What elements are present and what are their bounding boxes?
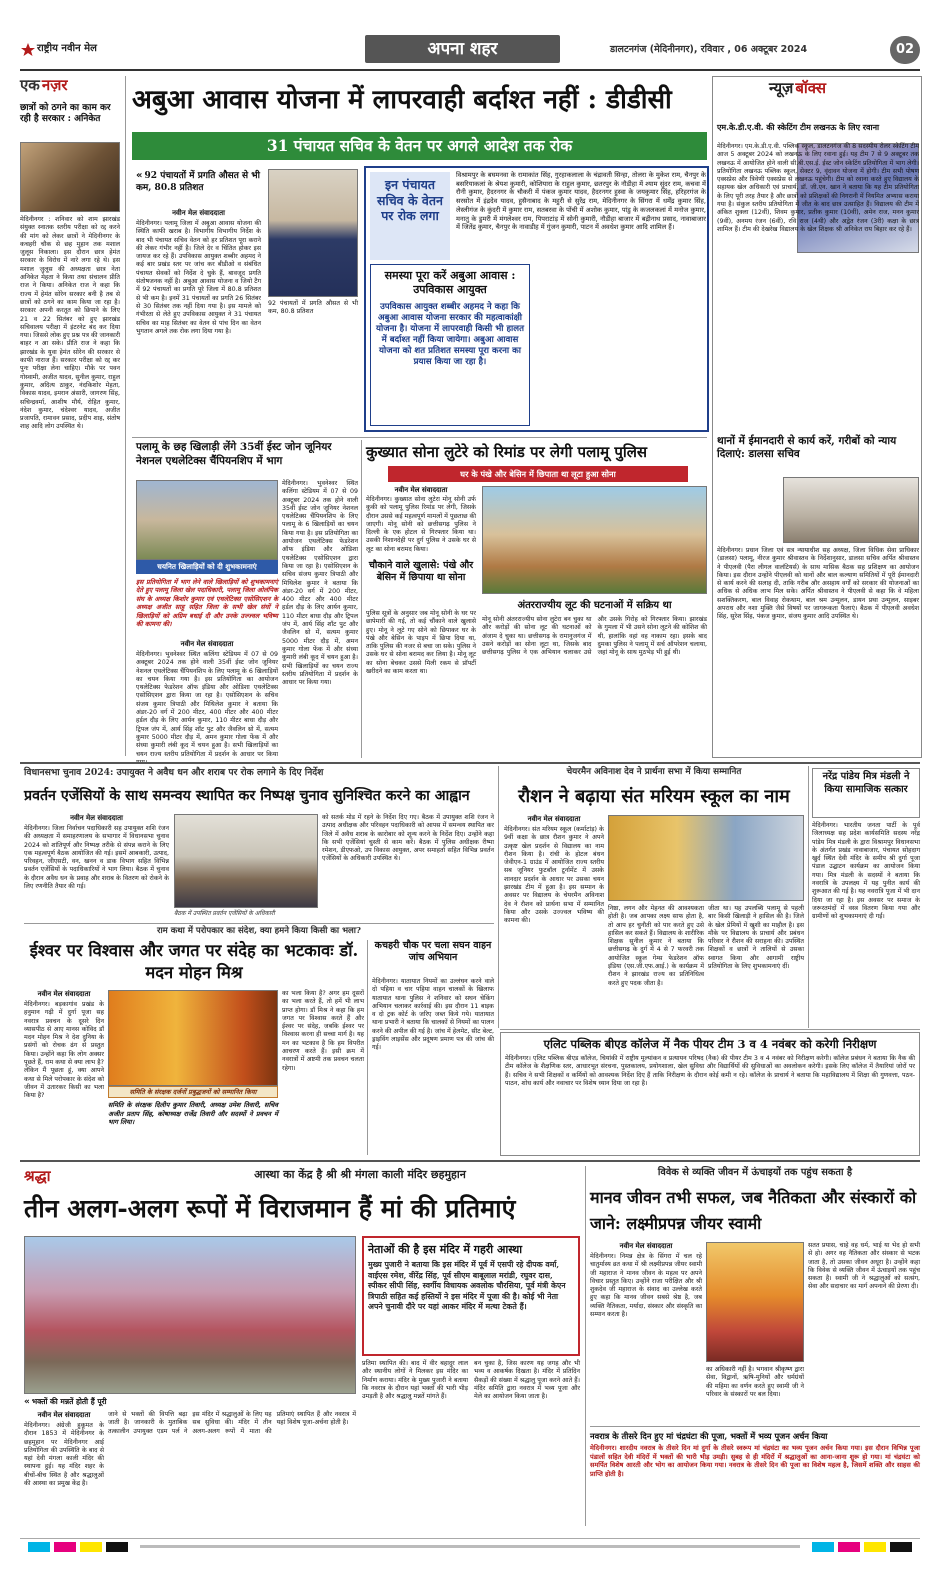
vahan-body: मेदिनीनगर। यातायात नियमों का उल्लंघन करने वाले दो पहिया व चार पहिया वाहन चालकों के खिलाफ यातायात थाना पुलिस ने शनिवार को सघन चेकिंग अभियान चलाकर कार्रवाई की। इस दौरान 11 बाइक व दो ट्रक कोर्ट के जरिए जब्त किये गये। यातायात थाना प्रभारी ने बताया कि चालकों से नियमों का पालन करने की अपील की गई है। जांच में हेलमेट, सीट बेल्ट, ड्राइविंग लाइसेंस और प्रदूषण प्रमाण पत्र की जांच की गई।	[372, 978, 494, 1052]
news-box-label-news: न्यूज़	[769, 79, 794, 97]
paper-name: राष्ट्रीय नवीन मेल	[37, 43, 97, 54]
kukhyat-tagline: घर के पंखे और बेसिन में छिपाता था लूटा हुआ सोना	[460, 469, 616, 479]
news-box-body: मेदिनीनगर। एम.के.डी.ए.वी. पब्लिक स्कूल, डालटनगंज की 8 सदस्यीय रोलर स्केटिंग टीम आज 5 अक्टूबर 2024 को लखनऊ के लिए रवाना हुई। यह टीम 7 से 9 अक्टूबर तक लखनऊ में आयोजित होने वाली सी.बी.एस.ई. ईस्ट जोन स्केटिंग प्रतियोगिता में भाग लेगी। प्रतियोगिता लखनऊ पब्लिक स्कूल, सेक्टर 9, वृंदावन योजना में होगी। टीम सभी पोषण एक्सप्रेस और त्रिवेणी एक्सप्रेस से लखनऊ पहुंचेगी। टीम को रवाना करते हुए विद्यालय के सहायक खेल अधिकारी एवं प्राचार्य, डॉ. जी.एन. खान ने बताया कि यह टीम प्रतियोगिता के लिए पूरी तरह तैयार है और छात्रों को प्रशिक्षकों की निगरानी में नियमित अभ्यास कराया गया है। संकुल स्तरीय प्रतियोगिता में जीत के बाद छात्र उत्साहित हैं। विद्यालय की टीम में अंकित शुक्ला (12वीं), शिवम कुमार, प्रतीक कुमार (10वीं), अमेन राज, मनन कुमार (9वीं), अनमय रंजन (6वीं), रवि राज (4थी) और अद्वेत रंजन (3री) कक्षा के छात्र शामिल हैं। टीम की देखरेख विद्यालय के खेल शिक्षक श्री अनिकेत राय बिहार कर रहे हैं।	[717, 143, 919, 233]
news-box-second-headline: थानों में ईमानदारी से कार्य करें, गरीबों को न्याय दिलाएं: डालसा सचिव	[717, 435, 897, 461]
paper-logo	[20, 39, 135, 61]
election-headline: प्रवर्तन एजेंसियों के साथ समन्वय स्थापित कर निष्पक्ष चुनाव सुनिश्चित करने का आह्वान	[24, 788, 470, 804]
naac-headline: एलिट पब्लिक बीएड कॉलेज में नैक पीयर टीम 3 व 4 नवंबर को करेगी निरीक्षण	[543, 1037, 877, 1051]
ishwar-photo-caption: समिति के संरक्षक दर्जनों प्रबुद्धजनों को सम्मानित किया	[129, 1088, 257, 1096]
lead-box-list: विश्रामपुर के बघमनवा के रामाकांत सिंह, गुरहाकलाला के चंद्रावती सिन्हा, तोलरा के मुकेश राम, चैनपुर के बसरियाकलां के श्रेयश कुमारी, कोशियारा के राहुल कुमार, छतरपुर के नौडीहा में श्याम सुंदर राम, कचवा में रौनी कुमार, हैदरनगर के चौकरी में पंकज कुमार यादव, हैदरनगर हुस्वा के जयकुमार सिंह, हरिहरगंज के सरसोत में इंद्रदेव यादव, हुसैनाबाद के महुरी से सुरेंद्र राम, मेदिनीनगर के सिंगरा में धर्मेंद्र कुमार सिंह, लेस्लीगंज के कुंदरी में कुमार राम, सतबरवा के पोंची में अशोक कुमार, पांडु के कजलकलां में मनोज कुमार, मनातु के डुमरी में मंगलेश्वर राम, पिपराटांड़ में सोनी कुमारी, नौडीहा बाजार में बद्रीनाथ प्रसाद, नावाबाजार में जितेंद्र कुमार, चैनपुर के नावाडीह में गुंजन कुमारी, पाटन में अवधेश कुमार आदि शामिल हैं।	[456, 171, 706, 232]
athletics-body-col2-text: मेदिनीनगर। भुवनेश्वर स्थित कलिंगा स्टेडियम में 07 से 09 अक्टूबर 2024 तक होने वाली 35वीं ईस्ट जोन जूनियर नेशनल एथलेटिक्स चैंपियनशिप के लिए पलामू के 6 खिलाड़ियों का चयन किया गया है। इस प्रतियोगिता का आयोजन एथलेटिक्स फेडरेशन ऑफ इंडिया और ओडिशा एथलेटिक्स एसोसिएशन द्वारा किया जा रहा है। एसोसिएशन के सचिव संजय कुमार त्रिपाठी और मिथिलेश कुमार ने बताया कि अंडर-20 वर्ग में 200 मीटर, 400 मीटर और 400 मीटर हर्डल दौड़ के लिए आर्यन कुमार, 110 मीटर बाधा दौड़ और ट्रिपल जंप में, आर्य सिंह शॉट पुट और जैवलिन थ्रो में, सत्यम कुमार 5000 मीटर दौड़ में, अमन कुमार गोला फेंक में और संध्या कुमारी लंबी कूद में चयन हुआ है। सभी खिलाड़ियों का चयन राज्य स्तरीय प्रतियोगिता में प्रदर्शन के आधार पर किया गया।	[282, 480, 358, 687]
shraddha-kicker: आस्था का केंद्र है श्री श्री मंगला काली मंदिर छहमुहान	[254, 1168, 466, 1181]
athletics-wish: इस प्रतियोगिता में भाग लेने वाले खिलाड़ियों को शुभकामनाएं देते हुए पलामू जिला खेल पदाधिकारी, पलामू जिला ओलंपिक संघ के अध्यक्ष किशोर कुमार एवं एथलेटिक्स एसोसिएशन के अध्यक्ष अजीत साहू सहित जिला के सभी खेल संघों ने खिलाड़ियों को अग्रिम बधाई दी और उनके उज्ज्वल भविष्य की कामना की।	[136, 578, 278, 629]
lead-body-continued	[268, 300, 358, 428]
page-number-badge	[890, 36, 920, 64]
vivek-headline: मानव जीवन तभी सफल, जब नैतिकता और संस्कारों को जाने: लक्ष्मीप्रपन्न जीयर स्वामी	[590, 1188, 917, 1233]
lead-subheadline: 31 पंचायत सचिव के वेतन पर अगले आदेश तक रोक	[266, 136, 573, 155]
vivek-body: मेदिनीनगर। निमन्न क्षेत्र के सिंगरा में चल रहे चातुर्मास्य व्रत कथा में श्री लक्ष्मीप्रपन्न जीयर स्वामी जी महाराज ने मानव जीवन के महत्व पर अपने विचार प्रस्तुत किए। उन्होंने राजा परीक्षित और श्री शुकदेव जी महाराज के संवाद का उल्लेख करते हुए कहा कि मानव जीवन सबसे श्रेष्ठ है, जब व्यक्ति नैतिकता, मर्यादा, संस्कार और संस्कृति का सम्मान करता है।	[590, 1253, 702, 1319]
row-rule-4	[500, 1029, 920, 1030]
ishwar-headline: ईश्वर पर विश्वास और जगत पर संदेह का भटकावः डॉ. मदन मोहन मिश्र	[29, 941, 359, 982]
col-rule-2	[361, 440, 362, 758]
kukhyat-tagline-bar	[388, 466, 688, 482]
athletics-photo-caption: चयनित खिलाड़ियों को दी शुभकामनाएं	[157, 562, 257, 571]
col-rule-5	[808, 766, 809, 1028]
color-swatch-yellow	[80, 1542, 102, 1552]
lead-subheadline-bar	[132, 132, 707, 160]
raushan-headline: रौशन ने बढ़ाया संत मरियम स्कूल का नाम	[518, 786, 790, 807]
lead-photo-ddc	[268, 169, 358, 297]
masthead-rule	[20, 69, 920, 71]
color-swatch-cyan-right	[812, 1542, 834, 1552]
kukhyat-bottom-body: मोनू सोनी अंतरराज्यीय सोना लुटेरा बन चुका था और करोड़ों की सोना लूट की घटनाओं को अंजाम दे चुका था। छत्तीसगढ़ के रामानुजगंज में उसने करोड़ों का सोना लूटा था, जिसके बाद छत्तीसगढ़ पुलिस ने एक अभियान चलाकर उसे और उसके गिरोह को गिरफ्तार किया। झारखंड के गुमला में भी उसने सोना लूटने की कोशिश की थी, हालांकि वहां वह नाकाम रहा। इसके बाद दुमका पुलिस ने पलामू में सर्च ऑपरेशन चलाया, जहां मोनू के साथ मुठभेड़ भी हुई थी।	[482, 616, 707, 657]
lead-body: मेदिनीनगर। पलामू जिला में अबुआ आवास योजना की स्थिति काफी खराब है। विभागीय विभागीय निर्देश के बाद भी पंचायत सचिव वेतन को हर प्रतिशत पूरा कराने की लेकर गंभीर नहीं है। जिले देर व चिंतित होकर इस जायज कर रहे हैं। उपविकास आयुक्त शब्बीर अहमद ने कई बार प्रखंड स्तर पर जांच कर बीडीओ व संबंधित पंचायत सेवकों को निर्देश दे चुके हैं, बावजूद प्रगति संतोषजनक नहीं है। अबुआ आवास योजना व जियो टैग में 92 पंचायतों का प्रगति पूरे जिला में 80.8 प्रतिशत से भी कम है। इनमें 31 पंचायतों का प्रगति 26 सितंबर से 30 सितंबर तक नहीं दिया गया है। इस मामले को गंभीरता से लेते हुए उपविकास आयुक्त ने 31 पंचायत सचिव का माह सितंबर का वेतन से पांच दिन का वेतन भुगतान अगले तक रोक लगा दिया गया है।	[136, 220, 261, 335]
vivek-kicker: विवेक से व्यक्ति जीवन में ऊंचाइयों तक पहुंच सकता है	[657, 1167, 853, 1178]
ek-nazar-photo	[20, 142, 120, 212]
vivek-bureau: नवीन मेल संवाददाता	[619, 1242, 673, 1250]
color-swatch-black	[106, 1542, 128, 1552]
lead-quote-box	[370, 264, 530, 426]
shraddha-body3: प्रतिमा स्थापित की। बाद में वीर बहादुर लाल और स्थानीय लोगों ने मिलकर इस मंदिर का निर्माण कराया। मंदिर के मुख्य पुजारी ने बताया कि नवरात्र के दौरान यहां भक्तों की भारी भीड़ उमड़ती है और श्रद्धालु मन्नतें मांगते हैं।	[362, 1360, 468, 1401]
navratri-headline: नवरात्र के तीसरे दिन हुए मां चंद्रघंटा की पूजा, भक्तों में भव्य पूजन अर्चन किया	[590, 1431, 828, 1441]
shraddha-photo-caption: भक्तों की मन्नतें होती हैं पूरी	[31, 1397, 107, 1406]
shraddha-box	[362, 1236, 580, 1356]
athletics-caption-bar	[136, 560, 278, 574]
kukhyat-photo	[482, 486, 707, 594]
col-rule-3	[367, 940, 368, 1155]
row-rule-1	[132, 437, 707, 438]
lead-quote-title: समस्या पूरा करें अबुआ आवास : उपविकास आयुक्त	[384, 269, 516, 296]
lead-body-continued-text: 92 पंचायतों में प्रगति औसत से भी कम, 80.8 प्रतिशत	[268, 300, 358, 316]
lead-bureau: नवीन मेल संवाददाता	[172, 209, 225, 217]
section-banner	[365, 35, 560, 63]
ishwar-body2: का भला किया है? अगर हम दूसरों का भला करते हैं, तो हमें भी लाभ प्राप्त होगा। डॉ मिश्र ने कहा कि हम जगत पर विश्वास करते हैं और ईश्वर पर संदेह, जबकि ईश्वर पर विश्वास करना ही सच्चा मार्ग है। यह मन का भटकाव है कि हम विपरीत आचरण करते हैं। इसी क्रम में नवरात्रों में अष्टमी तक प्रवचन चलता रहेगा।	[282, 990, 364, 1072]
footer-color-strip	[20, 1538, 920, 1552]
news-box-label-box: बॉक्स	[795, 79, 827, 97]
raushan-photo	[608, 815, 804, 901]
dateline: डालटनगंज (मेदिनीनगर), रविवार , 06 अक्टूबर 2024	[610, 44, 808, 55]
shraddha-bureau: नवीन मेल संवाददाता	[37, 1411, 91, 1419]
news-box-headline: एम.के.डी.ए.वी. की स्केटिंग टीम लखनऊ के लिए रवाना	[717, 122, 880, 132]
raushan-body2: निष्ठा, लगन और मेहनत की आवश्यकता होती है। जब आपका लक्ष्य साफ होता है, तो आप हर चुनौती को पार करते हुए उसे हासिल कर सकते हैं। विद्यालय के शारीरिक शिक्षक सुनील कुमार ने बताया कि छत्तीसगढ़ के दुर्ग में 4 से 7 फरवरी तक आयोजित स्कूल गेम्स फेडरेशन ऑफ इंडिया (एस.जी.एफ.आई.) के कार्यक्रम में रौशन ने झारखंड राज्य का प्रतिनिधित्व करते हुए पदक जीता है।	[608, 905, 704, 987]
election-bureau: नवीन मेल संवाददाता	[70, 814, 123, 822]
color-swatch-black-right	[890, 1542, 912, 1552]
ek-nazar-headline: छात्रों को ठगने का काम कर रही है सरकार : अनिकेत	[20, 103, 111, 125]
row-rule-6	[590, 1426, 920, 1427]
ishwar-photo	[108, 990, 278, 1086]
row-rule-5	[20, 1160, 920, 1162]
vivek-photo	[706, 1242, 804, 1362]
kukhyat-sub-body: पुलिस सूत्रों के अनुसार जब मोनू सोनी के घर पर छापेमारी की गई, तो कई चौंकाने वाले खुलासे हुए। मोनू ने लूटे गए सोने को छिपाकर घर के पंखे और बेसिन के पाइप में छिपा दिया था, ताकि पुलिस की नजर से बचा जा सके। पुलिस ने उसके घर से सोना बरामद कर लिया है। मोनू लूट का सोना बेचकर उससे मिली रकम से प्रॉपर्टी खरीदने का काम करता था।	[366, 610, 476, 676]
news-box-column	[712, 76, 922, 758]
ek-nazar-tag	[20, 76, 120, 100]
color-swatch-cyan	[28, 1542, 50, 1552]
ishwar-caption-bar	[108, 1086, 278, 1098]
ek-nazar-column	[20, 76, 120, 756]
kukhyat-headline: कुख्यात सोना लुटेरे को रिमांड पर लेगी पलामू पुलिस	[366, 443, 648, 461]
shraddha-body2: जाने से भक्तों की विपत्ति बढ़ा जाती है। जानकारी के मुताबिक तत्कालीन उपायुक्त एडम पर्ल ने इस मंदिर में श्रद्धालुओं के लिए यह सब सुविधा की। मंदिर में तीन अलग-अलग रूपों में माता की प्रतिमाएं स्थापित हैं और नवरात्र में यहां विशेष पूजा-अर्चना होती है।	[108, 1411, 356, 1435]
lead-list-box	[364, 166, 709, 432]
shraddha-caption-row	[24, 1397, 356, 1409]
row-rule-2	[20, 762, 920, 764]
ishwar-bureau: नवीन मेल संवाददाता	[37, 990, 91, 998]
election-photo-caption: बैठक में उपस्थित प्रवर्तन एजेंसियों के अधिकारी	[174, 910, 275, 917]
kukhyat-sub-headline: चौकाने वाले खुलासे: पंखे और बेसिन में छिपाया था सोना	[368, 560, 474, 583]
athletics-headline: पलामू के छह खिलाड़ी लेंगे 35वीं ईस्ट जोन जूनियर नेशनल एथलेटिक्स चैंपियनशिप में भाग	[136, 441, 332, 467]
kukhyat-body: मेदिनीनगर। कुख्यात सोना लुटेरा मोनू सोनी उर्फ कुकी को पलामू पुलिस रिमांड पर लेगी, जिसके दौरान उससे कई महत्वपूर्ण मामलों में पूछताछ की जाएगी। मोनू सोनी को छत्तीसगढ़ पुलिस ने दिल्ली के एक होटल से गिरफ्तार किया था। उसकी निशानदेही पर दुर्ग पुलिस ने उसके घर से लूट का सोना बरामद किया।	[366, 496, 476, 553]
vahan-headline: कचहरी चौक पर चला सघन वाहन जांच अभियान	[374, 940, 492, 964]
chevron-left-icon: «	[24, 1397, 30, 1407]
shraddha-body: मेदिनीनगर। अंग्रेजी हुकूमत के दौरान 1853 में मेदिनीनगर के छहमुहान पर मेदिनीनगर आई प्रतियोगिता की उपस्थिति के बाद से यहां देवी मंगला काली मंदिर की स्थापना हुई। यह मंदिर शहर के बीचों-बीच स्थित है और श्रद्धालुओं की आस्था का प्रमुख केंद्र है।	[24, 1422, 104, 1488]
color-swatch-magenta	[54, 1542, 76, 1552]
narendra-body: मेदिनीनगर। भारतीय जनता पार्टी के पूर्व जिलाध्यक्ष सह प्रदेश कार्यसमिति सदस्य नरेंद्र पांडेय मित्र मंडली के द्वारा विश्रामपुर विधानसभा के अंतर्गत प्रखंड नावाबाजार, पंचायत सोहदाग खुर्द स्थित देवी मंदिर के समीप श्री दुर्गा पूजा पंडाल उद्घाटन कार्यक्रम का आयोजन किया गया। मित्र मंडली के सदस्यों ने बताया कि नवरात्रि के उपलक्ष्य में यह पुनीत कार्य की शुरूआत की गई है। यह नवरात्रि पूजा में भी दान दिया जा रहा है। इस अवसर पर समाज के जरूरतमंदों में वस्त्र वितरण किया गया और ग्रामीणों को शुभकामनाएं दी गईं।	[812, 822, 920, 921]
section-title: अपना शहर	[427, 39, 498, 59]
paper-logo-icon	[20, 42, 36, 58]
lead-headline: अबुआ आवास योजना में लापरवाही बर्दाश्त नहीं : डीडीसी	[132, 85, 672, 115]
vivek-body2: सतत प्रयास, चाहे वह धर्म, भाई या भेद हो सभी से हो। अगर वह नैतिकता और संस्कार से भटक जाता है, तो उसका जीवन अधूरा है। उन्होंने कहा कि विवेक से व्यक्ति जीवन में ऊंचाइयों तक पहुंच सकता है। स्वामी जी ने श्रद्धालुओं को सत्संग, सेवा और सदाचार का मार्ग अपनाने की प्रेरणा दी।	[808, 1242, 920, 1291]
athletics-bureau: नवीन मेल संवाददाता	[180, 640, 234, 648]
col-rule-4	[498, 766, 499, 1028]
shraddha-box-body: मुख्य पुजारी ने बताया कि इस मंदिर में पूर्व में एसपी रहे दीपक वर्मा, वाईएस रमेश, वीरेंद्र सिंह, पूर्व सीएम बाबूलाल मरांडी, रघुवर दास, स्पीकर सीपी सिंह, स्वर्गीय विधायक अवलोक चौरसिया, पूर्व मंत्री केएन त्रिपाठी सहित कई हस्तियों ने इस मंदिर में पूजा की है। कोई भी नेता अपने चुनावी दौरे पर यहां आकर मंदिर में मत्था टेकते हैं।	[368, 1260, 566, 1312]
raushan-body: मेदिनीनगर। संत मरियम स्कूल (कर्माटांड़) के 9वीं कक्षा के छात्र रौशन कुमार ने अपने उत्कृष्ट खेल प्रदर्शन से विद्यालय का नाम रौशन किया है। रांची के होटल बंधन जेवीएन-1 ग्राउंड में आयोजित राज्य स्तरीय सब जूनियर फुटबॉल टूर्नामेंट में उसके शानदार प्रदर्शन के आधार पर उसका चयन झारखंड टीम में हुआ है। इस सम्मान के अवसर पर विद्यालय के चेयरमैन अविनाश देव ने रौशन को प्रार्थना सभा में सम्मानित किया और उसके उज्ज्वल भविष्य की कामना की।	[504, 826, 604, 925]
athletics-body-col2	[282, 480, 358, 757]
ishwar-body: मेदिनीनगर। बड़कागांव प्रखंड के हनुमान गढ़ी में दुर्गा पूजा सह नवरात्र प्रवचन के दूसरे दिन व्यासपीठ से आए मानस कोविद डॉ मदन मोहन मिश्र ने देश दुनिया के प्रसंगों को रोचक ढंग से प्रस्तुत किया। उन्होंने कहा कि लोग अक्सर पूछते हैं, राम कथा से क्या लाभ है? लेकिन मैं पूछता हूं, क्या आपने कथा से मिले परोपकार के संदेश को जीवन में उतारकर किसी का भला किया है?	[24, 1001, 105, 1100]
lead-highlight	[136, 169, 261, 205]
navratri-body: मेदिनीनगर। शारदीय नवरात्र के तीसरे दिन मां दुर्गा के तीसरे स्वरूप मां चंद्रघंटा का भव्य पूजन अर्चन किया गया। इस दौरान विभिन्न पूजा पंडालों सहित देवी मंदिरों में भक्तों की भारी भीड़ उमड़ी। सुबह से ही मंदिरों में श्रद्धालुओं का आना-जाना शुरू हो गया। मां चंद्रघंटा को समर्पित विशेष आरती और भोग का आयोजन किया गया। नवरात्र के तीसरे दिन की पूजा का विशेष महत्व है, जिसमें शक्ति और साहस की प्राप्ति होती है।	[590, 1444, 920, 1478]
shraddha-photo	[24, 1236, 356, 1394]
athletics-photo	[136, 480, 278, 560]
news-box-second-body: मेदिनीनगर। प्रधान जिला एवं सत्र न्यायाधीश सह अध्यक्ष, जिला विधिक सेवा प्राधिकार (डालसा) पलामू, नीरज कुमार श्रीवास्तव के निर्देशानुसार, डालसा सचिव अर्पित श्रीवास्तव ने पीएलवी (पैरा लीगल वालंटियर्स) के साथ मासिक बैठक सह प्रशिक्षण का आयोजन किया। इस दौरान उन्होंने पीएलवी को थानों और बाल कल्याण समितियों में पूरी ईमानदारी से कार्य करने की सलाह दी, ताकि गरीब और असहाय वर्गों को सरकार की योजनाओं का अधिक से अधिक लाभ मिल सके। अर्पित श्रीवास्तव ने पीएलवी से कहा कि वे महिला सशक्तिकरण, बाल विवाह रोकथाम, बाल श्रम उन्मूलन, डायन प्रथा उन्मूलन, साइबर अपराध और नशा मुक्ति जैसे विषयों पर जागरूकता फैलाएं। बैठक में पीएलवी अवधेश सिंह, सुरेश सिंह, पंकज कुमार, संजय कुमार आदि उपस्थित थे।	[717, 547, 919, 621]
color-swatch-yellow-right	[864, 1542, 886, 1552]
chevron-left-icon: «	[136, 170, 143, 181]
election-body: मेदिनीनगर। जिला निर्वाचन पदाधिकारी सह उपायुक्त शशि रंजन की अध्यक्षता में समाहरणालय के सभागार में विधानसभा चुनाव 2024 को शांतिपूर्ण और निष्पक्ष तरीके से संपन्न कराने के लिए एक महत्वपूर्ण बैठक आयोजित की गई। इसमें आबकारी, उत्पाद, परिवहन, जीएसटी, वन, खनन व डाक विभाग सहित विभिन्न प्रवर्तन एजेंसियों के पदाधिकारियों ने भाग लिया। बैठक में चुनाव के दौरान अवैध धन के प्रवाह और शराब के वितरण को रोकने के लिए रणनीति तैयार की गई।	[24, 825, 169, 891]
news-box-label	[769, 79, 826, 99]
naac-box	[500, 1032, 920, 1156]
narendra-headline-box	[812, 768, 920, 818]
ishwar-kicker: राम कथा में परोपकार का संदेश, क्या हमने किया किसी का भला?	[156, 926, 361, 936]
ishwar-photo-caption2: समिति के संरक्षक दिलीप कुमार तिवारी, अध्यक्ष उमेश तिवारी, सचिव अजीत प्रताप सिंह, कोषाध्यक्ष राजेंद्र तिवारी और सदस्यों ने प्रवचन में भाग लिया।	[108, 1101, 278, 1127]
raushan-kicker: चेयरमैन अविनाश देव ने प्रार्थना सभा में किया सम्मानित	[566, 767, 742, 777]
shraddha-body4: बन चुका है, जिस कारण यह जगह और भी भव्य व आकर्षक दिखता है। मंदिर में प्रतिदिन सैकड़ों की संख्या में श्रद्धालु पूजा करने आते हैं। मंदिर समिति द्वारा नवरात्र में भव्य पूजा और मेले का आयोजन किया जाता है।	[474, 1360, 580, 1401]
naac-body: मेदिनीनगर। एलिट पब्लिक बीएड कॉलेज, चियांकी में राष्ट्रीय मूल्यांकन व प्रत्यायन परिषद (नैक) की पीयर टीम 3 व 4 नवंबर को निरीक्षण करेगी। कॉलेज प्रबंधन ने बताया कि नैक की टीम कॉलेज के शैक्षणिक स्तर, आधारभूत संरचना, पुस्तकालय, प्रयोगशाला, खेल सुविधा और विद्यार्थियों की सुविधाओं का अवलोकन करेगी। इसके लिए कॉलेज में तैयारियां जोरों पर हैं। सचिव ने सभी शिक्षकों व कर्मियों को आवश्यक निर्देश दिए हैं ताकि निरीक्षण के दौरान कोई कमी न रहे। कॉलेज के प्राचार्य ने बताया कि महाविद्यालय में शिक्षा की गुणवत्ता, पठन-पाठन, शोध कार्य और नवाचार पर विशेष ध्यान दिया जा रहा है।	[505, 1055, 915, 1087]
gray-bar	[140, 1545, 800, 1548]
raushan-body3: जीता था। यह उपलब्धि पलामू से पहली बार किसी खिलाड़ी ने हासिल की है। जिले के खेल प्रेमियों में खुशी का माहौल है। इस मौके पर विद्यालय के प्राचार्य और प्रबंधन परिवार ने रौशन की सराहना की। उपस्थित शिक्षकों व छात्रों ने तालियों से उसका स्वागत किया और आगामी राष्ट्रीय प्रतियोगिता के लिए शुभकामनाएं दीं।	[708, 905, 804, 971]
lead-highlight-text: 92 पंचायतों में प्रगति औसत से भी कम, 80.8 प्रतिशत	[136, 171, 260, 193]
lead-box-title-panel	[370, 172, 450, 260]
masthead	[20, 35, 920, 67]
election-photo	[174, 814, 318, 908]
lead-box-title: इन पंचायत सचिव के वेतन पर रोक लगा	[377, 177, 443, 224]
ek-nazar-body: मेदिनीनगर : शनिवार को शाम झारखंड संयुक्त स्नातक स्तरीय परीक्षा को रद्द करने की मांग को लेकर छात्रों ने मेदिनीनगर के कचहरी चौक से छह मुहान तक मशाल जुलूस निकाला। इस दौरान छात्र हेमंत सरकार के विरोध में नारे लगा रहे थे। इस मशाल जुलूस की अध्यक्षता छात्र नेता अनिकेत मेहता ने किया तथा संचालन प्रीति राज ने किया। अनिकेत राज ने कहा कि राज्य में हेमंत सोरेन सरकार बनी है तब से छात्रों को ठगने का काम किया जा रहा है। सरकार अपनी करतूत को छिपाने के लिए 21 व 22 सितंबर को हुए झारखंड सचिवालय परीक्षा में इंटरनेट बंद कर दिया गया। जिससे लोक हुए प्रश्न पत्र की जानकारी बाहर न आ सके। प्रीति राज ने कहा कि झारखंड के युवा हेमंत सोरेन की सरकार से काफी नाराज हैं। सरकार परीक्षा को रद्द कर पुनः परीक्षा लेना चाहिए। मौके पर पवन गोस्वामी, अजीत यादव, सुनील कुमार, राहुल कुमार, अदित्य ठाकुर, नंदकिशोर मेहता, विकास यादव, इमरान अंसारी, जागरण सिंह, सचिन्द्रवर्मा, आशीष मौर्य, रोहित कुमार, नंदेश कुमार, चंदेश्वर यादव, अजीत प्रजापति, रामावन प्रसाद, प्रदीप शाह, संतोष शाह आदि लोग उपस्थित थे।	[20, 216, 120, 431]
ek-nazar-tag-nazar: नज़र	[41, 76, 68, 94]
shraddha-box-title: नेताओं की है इस मंदिर में गहरी आस्था	[368, 1243, 523, 1256]
narendra-headline: नरेंद्र पांडेय मित्र मंडली ने किया सामाजिक सत्कार	[822, 771, 910, 795]
shraddha-tag: श्रद्धा	[24, 1167, 51, 1185]
election-body2: को सतर्क मोड में रहने के निर्देश दिए गए। बैठक में उपायुक्त शशि रंजन ने उत्पाद अधीक्षक और परिवहन पदाधिकारी को आपस में समन्वय स्थापित कर जिले में अवैध शराब के कारोबार को शून्य करने के निर्देश दिए। उन्होंने कहा कि सभी एजेंसियां चुस्ती से काम करें। बैठक में पुलिस अधीक्षक रीष्मा रमेशन, डीएफओ, उप विकास आयुक्त, अपर समाहर्ता सहित विभिन्न प्रवर्तन एजेंसियों के अधिकारी उपस्थित थे।	[322, 814, 494, 863]
col-rule-6	[585, 1166, 586, 1526]
ek-nazar-tag-ek: एक	[20, 76, 40, 94]
vivek-quote: का अधिकारी नहीं है। भगवान श्रीकृष्ण द्वारा सेवा, विद्वानों, ऋषि-मुनियों और धर्मग्रंथों की महिमा का वर्णन करते हुए स्वामी जी ने परिवार के संस्कारों पर बल दिया।	[706, 1366, 804, 1398]
news-box-photo-dalsa	[783, 477, 919, 543]
raushan-bureau: नवीन मेल संवाददाता	[527, 815, 581, 823]
lead-quote-body: उपविकास आयुक्त शब्बीर अहमद ने कहा कि अबुआ आवास योजना सरकार की महत्वाकांक्षी योजना है। योजना में लापरवाही किसी भी हालत में बर्दाश्त नहीं किया जायेगा। अबुआ आवास योजना को शत प्रतिशत समस्या पूरा करना का प्रयास किया जा रहा है।	[376, 301, 524, 368]
color-swatch-magenta-right	[838, 1542, 860, 1552]
kukhyat-photo-caption: अंतरराज्यीय लूट की घटनाओं में सक्रिय था	[517, 600, 672, 611]
election-kicker: विधानसभा चुनाव 2024: उपायुक्त ने अवैध धन और शराब पर रोक लगाने के दिए निर्देश	[24, 767, 324, 778]
shraddha-headline: तीन अलग-अलग रूपों में विराजमान हैं मां की प्रतिमाएं	[24, 1194, 516, 1223]
page-number: 02	[895, 42, 915, 57]
kukhyat-bureau: नवीन मेल संवाददाता	[394, 486, 448, 494]
athletics-body: मेदिनीनगर। भुवनेश्वर स्थित कलिंगा स्टेडियम में 07 से 09 अक्टूबर 2024 तक होने वाली 35वीं ईस्ट जोन जूनियर नेशनल एथलेटिक्स चैंपियनशिप के लिए पलामू के 6 खिलाड़ियों का चयन किया गया है। इस प्रतियोगिता का आयोजन एथलेटिक्स फेडरेशन ऑफ इंडिया और ओडिशा एथलेटिक्स एसोसिएशन द्वारा किया जा रहा है। एसोसिएशन के सचिव संजय कुमार त्रिपाठी और मिथिलेश कुमार ने बताया कि अंडर-20 वर्ग में 200 मीटर, 400 मीटर और 400 मीटर हर्डल दौड़ के लिए आर्यन कुमार, 110 मीटर बाधा दौड़ और ट्रिपल जंप में, आर्य सिंह शॉट पुट और जैवलिन थ्रो में, सत्यम कुमार 5000 मीटर दौड़ में, अमन कुमार गोला फेंक में और संध्या कुमारी लंबी कूद में चयन हुआ है। सभी खिलाड़ियों का चयन राज्य स्तरीय प्रतियोगिता में प्रदर्शन के आधार पर किया	[136, 651, 278, 758]
col-rule-1	[125, 76, 126, 756]
row-rule-3	[24, 923, 494, 924]
